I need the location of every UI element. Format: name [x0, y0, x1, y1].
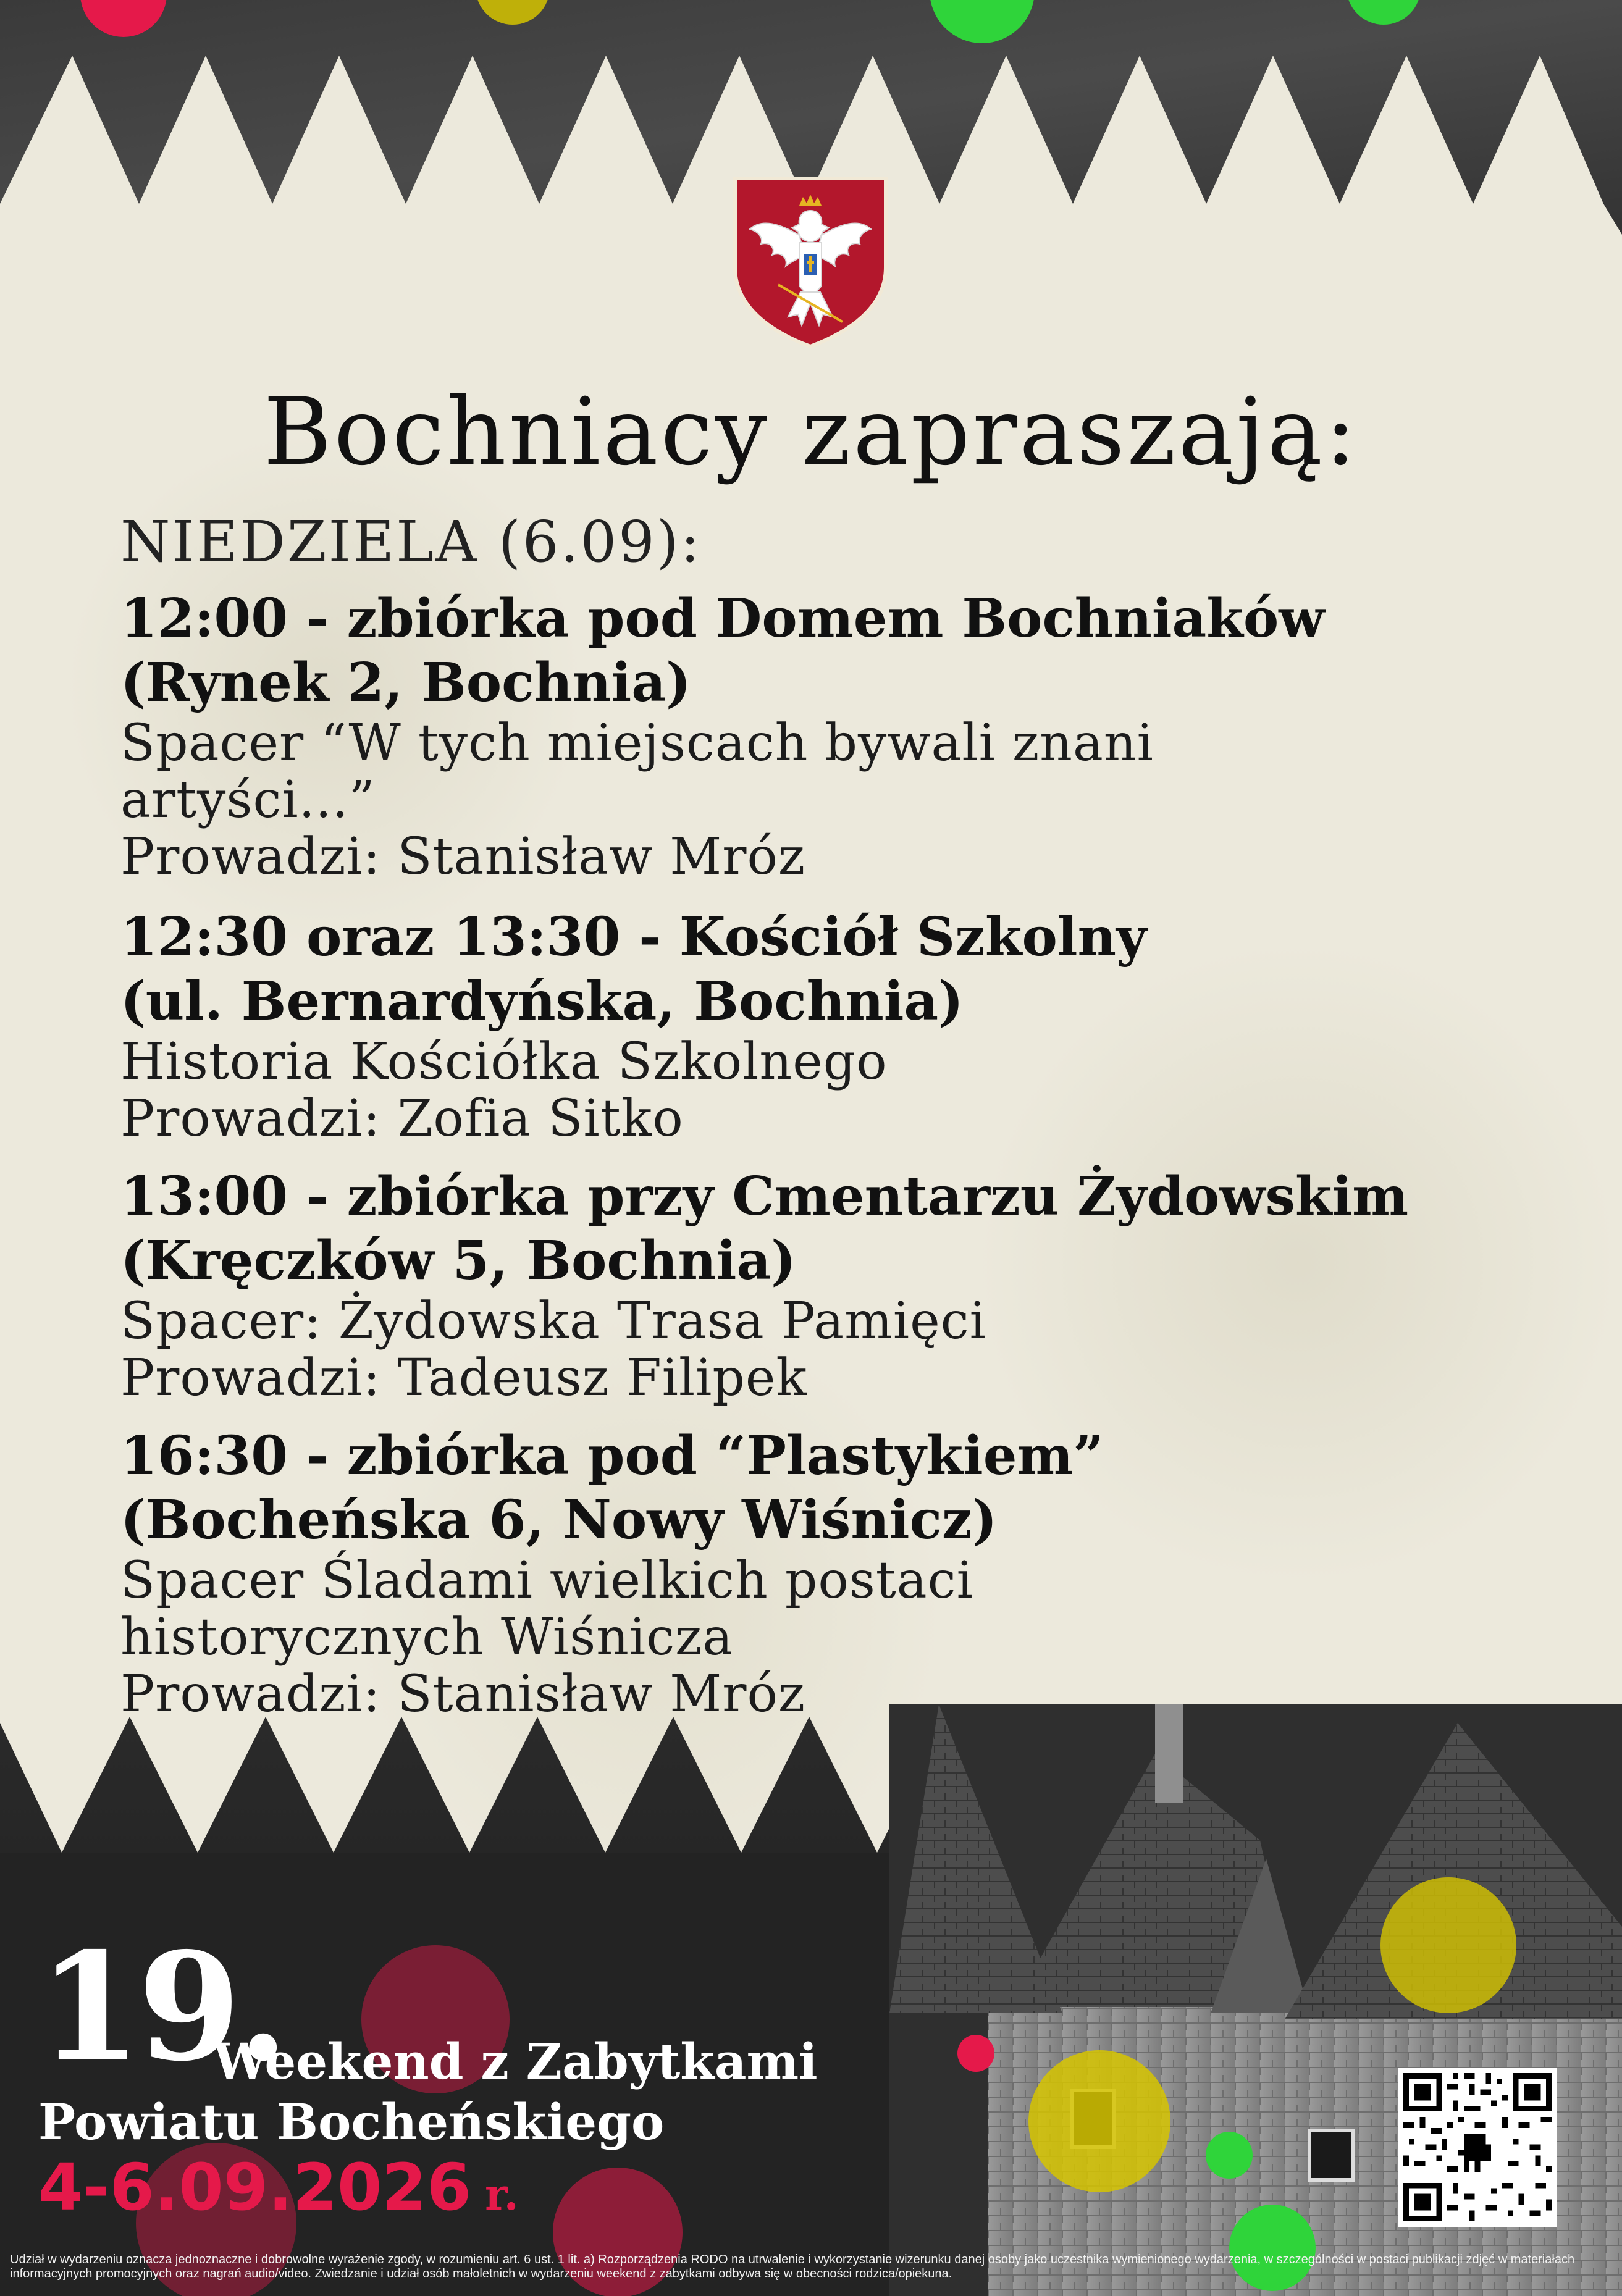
event-item — [120, 905, 1578, 1147]
event-description: Spacer Śladami wielkich postaci historycznych Wiśnicza — [120, 1551, 973, 1667]
event-time-line: 12:00 - zbiórka pod Domem Bochniaków — [120, 587, 1325, 650]
event-dates — [38, 2150, 519, 2225]
qr-code-icon[interactable] — [1398, 2068, 1557, 2227]
day-label: NIEDZIELA (6.09): — [120, 509, 702, 575]
event-time-line: 12:30 oraz 13:30 - Kościół Szkolny — [120, 906, 1148, 968]
event-title-line2: Powiatu Bocheńskiego — [38, 2093, 665, 2151]
event-item — [120, 587, 1578, 886]
event-description: Spacer: Żydowska Trasa Pamięci — [120, 1292, 986, 1351]
event-title-line1: Weekend z Zabytkami — [213, 2032, 818, 2090]
legal-disclaimer: Udział w wydarzeniu oznacza jednoznaczne i dobrowolne wyrażenie zgody, w rozumieniu art. 6 ust. 1 lit. a) Rozporządzenia RODO na utrwalenie i wykorzystanie wizerunku danej osoby jako uczestnika wymienionego wydarzenia, w szczególności w postaci publikacji zdjęć w materiałach informacyjnych promocyjnych oraz nagrań audio/video. Zwiedzanie i udział osób małoletnich w wydarzeniu weekend z zabytkami odbywa się w obecności rodzica/opiekuna. — [10, 2253, 1575, 2281]
event-item — [120, 1424, 1578, 1723]
page-heading: Bochniacy zapraszają: — [263, 379, 1359, 486]
event-guide: Prowadzi: Tadeusz Filipek — [120, 1349, 808, 1407]
event-guide: Prowadzi: Zofia Sitko — [120, 1089, 684, 1148]
event-dates-value: 4-6.09.2026 — [38, 2150, 472, 2225]
event-description: Spacer “W tych miejscach bywali znani artyści...” — [120, 714, 1154, 829]
event-guide: Prowadzi: Stanisław Mróz — [120, 827, 806, 886]
event-place-line: (ul. Bernardyńska, Bochnia) — [120, 970, 964, 1033]
event-place-line: (Rynek 2, Bochnia) — [120, 652, 691, 714]
event-dates-suffix: r. — [485, 2169, 519, 2220]
event-description: Historia Kościółka Szkolnego — [120, 1033, 888, 1091]
edition-number: 19. — [38, 1920, 285, 2094]
event-item — [120, 1165, 1578, 1407]
event-place-line: (Bocheńska 6, Nowy Wiśnicz) — [120, 1489, 998, 1551]
event-time-line: 13:00 - zbiórka przy Cmentarzu Żydowskim — [120, 1165, 1409, 1228]
event-place-line: (Kręczków 5, Bochnia) — [120, 1230, 796, 1292]
white-eagle-coat-of-arms-icon — [731, 175, 889, 350]
event-time-line: 16:30 - zbiórka pod “Plastykiem” — [120, 1425, 1104, 1487]
event-guide: Prowadzi: Stanisław Mróz — [120, 1665, 806, 1724]
